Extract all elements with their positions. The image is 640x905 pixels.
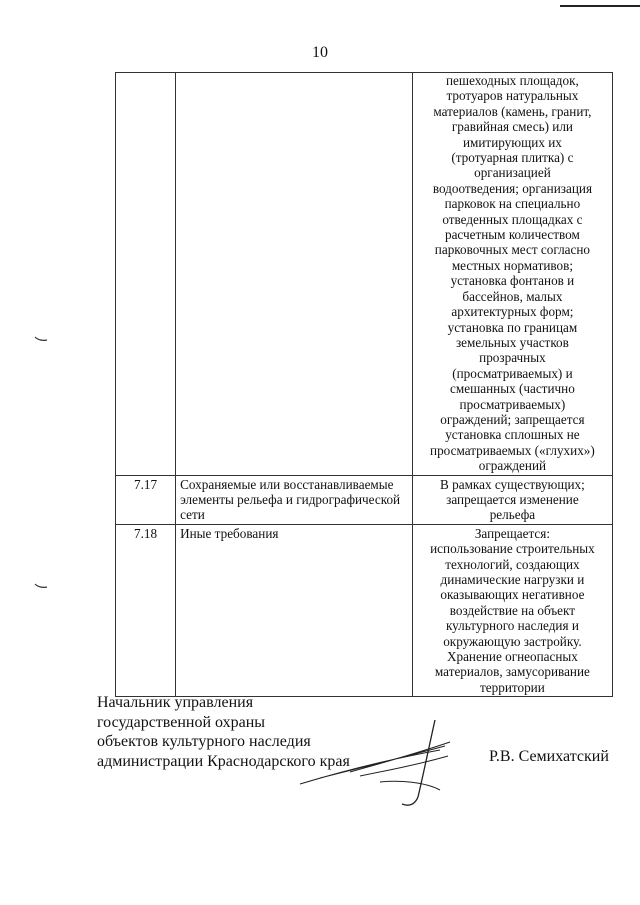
text-line: просматриваемых («глухих») <box>430 442 595 458</box>
text-line: расчетным количеством <box>444 227 580 243</box>
table-row-7-18 <box>116 524 613 696</box>
row-name-cell <box>176 524 413 696</box>
requirement-text <box>417 73 608 474</box>
row-number-cell: 7.18 <box>116 524 176 696</box>
text-line: государственной охраны <box>97 713 266 731</box>
text-line: территории <box>480 679 545 695</box>
text-line: Хранение огнеопасных <box>446 649 578 665</box>
text-line: пешеходных площадок, <box>446 73 579 88</box>
text-line: смешанных (частично <box>450 381 575 397</box>
text-line: Запрещается: <box>474 525 550 541</box>
row-requirement-cell <box>412 524 612 696</box>
margin-binding-mark <box>34 583 48 589</box>
text-line: установка фонтанов и <box>450 273 575 289</box>
row-name-cell <box>176 475 413 524</box>
text-line: администрации Краснодарского края <box>97 752 350 770</box>
text-line: сети <box>180 507 205 523</box>
text-line: воздействие на объект <box>449 602 576 618</box>
text-line: установка по границам <box>447 319 578 335</box>
table-row-continued <box>116 73 613 476</box>
requirement-text <box>417 477 608 523</box>
signatory-name: Р.В. Семихатский <box>489 748 609 765</box>
text-line: ограждений; запрещается <box>440 411 585 427</box>
text-line: материалов, замусоривание <box>434 664 590 680</box>
text-line: материалов (камень, гранит, <box>433 103 592 119</box>
page-number: 10 <box>312 44 328 61</box>
text-line: местных нормативов; <box>451 257 574 273</box>
text-line: В рамках существующих; <box>440 476 585 492</box>
requirements-table <box>115 72 613 697</box>
text-line: оказывающих негативное <box>440 587 585 603</box>
row-number-cell <box>116 73 176 476</box>
text-line: Иные требования <box>180 525 279 541</box>
text-line: культурного наследия и <box>445 618 579 634</box>
text-line: (просматриваемых) и <box>452 365 573 381</box>
top-edge-line <box>560 5 640 7</box>
row-name-text <box>180 526 408 541</box>
text-line: просматриваемых) <box>459 396 566 412</box>
text-line: окружающую застройку. <box>443 633 582 649</box>
text-line: организацией <box>474 165 551 181</box>
row-name-cell <box>176 73 413 476</box>
row-requirement-cell <box>412 73 612 476</box>
handwritten-signature <box>290 712 460 812</box>
row-number-cell: 7.17 <box>116 475 176 524</box>
text-line: прозрачных <box>479 350 546 366</box>
row-requirement-cell <box>412 475 612 524</box>
text-line: земельных участков <box>455 334 569 350</box>
text-line: парковок на специально <box>444 196 581 212</box>
text-line: установка сплошных не <box>445 427 580 443</box>
requirement-text <box>417 526 608 695</box>
text-line: водоотведения; организация <box>432 180 593 196</box>
margin-binding-mark <box>34 336 48 342</box>
text-line: Сохраняемые или восстанавливаемые <box>180 476 394 492</box>
text-line: парковочных мест согласно <box>434 242 591 258</box>
text-line: использование строительных <box>430 541 595 557</box>
row-name-text <box>180 477 408 523</box>
text-line: технологий, создающих <box>445 556 580 572</box>
text-line: имитирующих их <box>462 134 562 150</box>
text-line: запрещается изменение <box>446 491 579 507</box>
text-line: объектов культурного наследия <box>97 733 311 750</box>
text-line: тротуаров натуральных <box>446 88 579 104</box>
text-line: архитектурных форм; <box>451 304 574 320</box>
text-line: рельефа <box>489 507 536 523</box>
text-line: элементы рельефа и гидрографической <box>180 491 401 507</box>
text-line: бассейнов, малых <box>462 288 563 304</box>
text-line: (тротуарная плитка) с <box>451 150 574 166</box>
text-line: ограждений <box>478 458 547 474</box>
text-line: гравийная смесь) или <box>451 119 573 135</box>
table-row-7-17 <box>116 475 613 524</box>
text-line: динамические нагрузки и <box>440 572 585 587</box>
text-line: отведенных площадках с <box>442 211 583 227</box>
text-line: Начальник управления <box>97 694 254 711</box>
